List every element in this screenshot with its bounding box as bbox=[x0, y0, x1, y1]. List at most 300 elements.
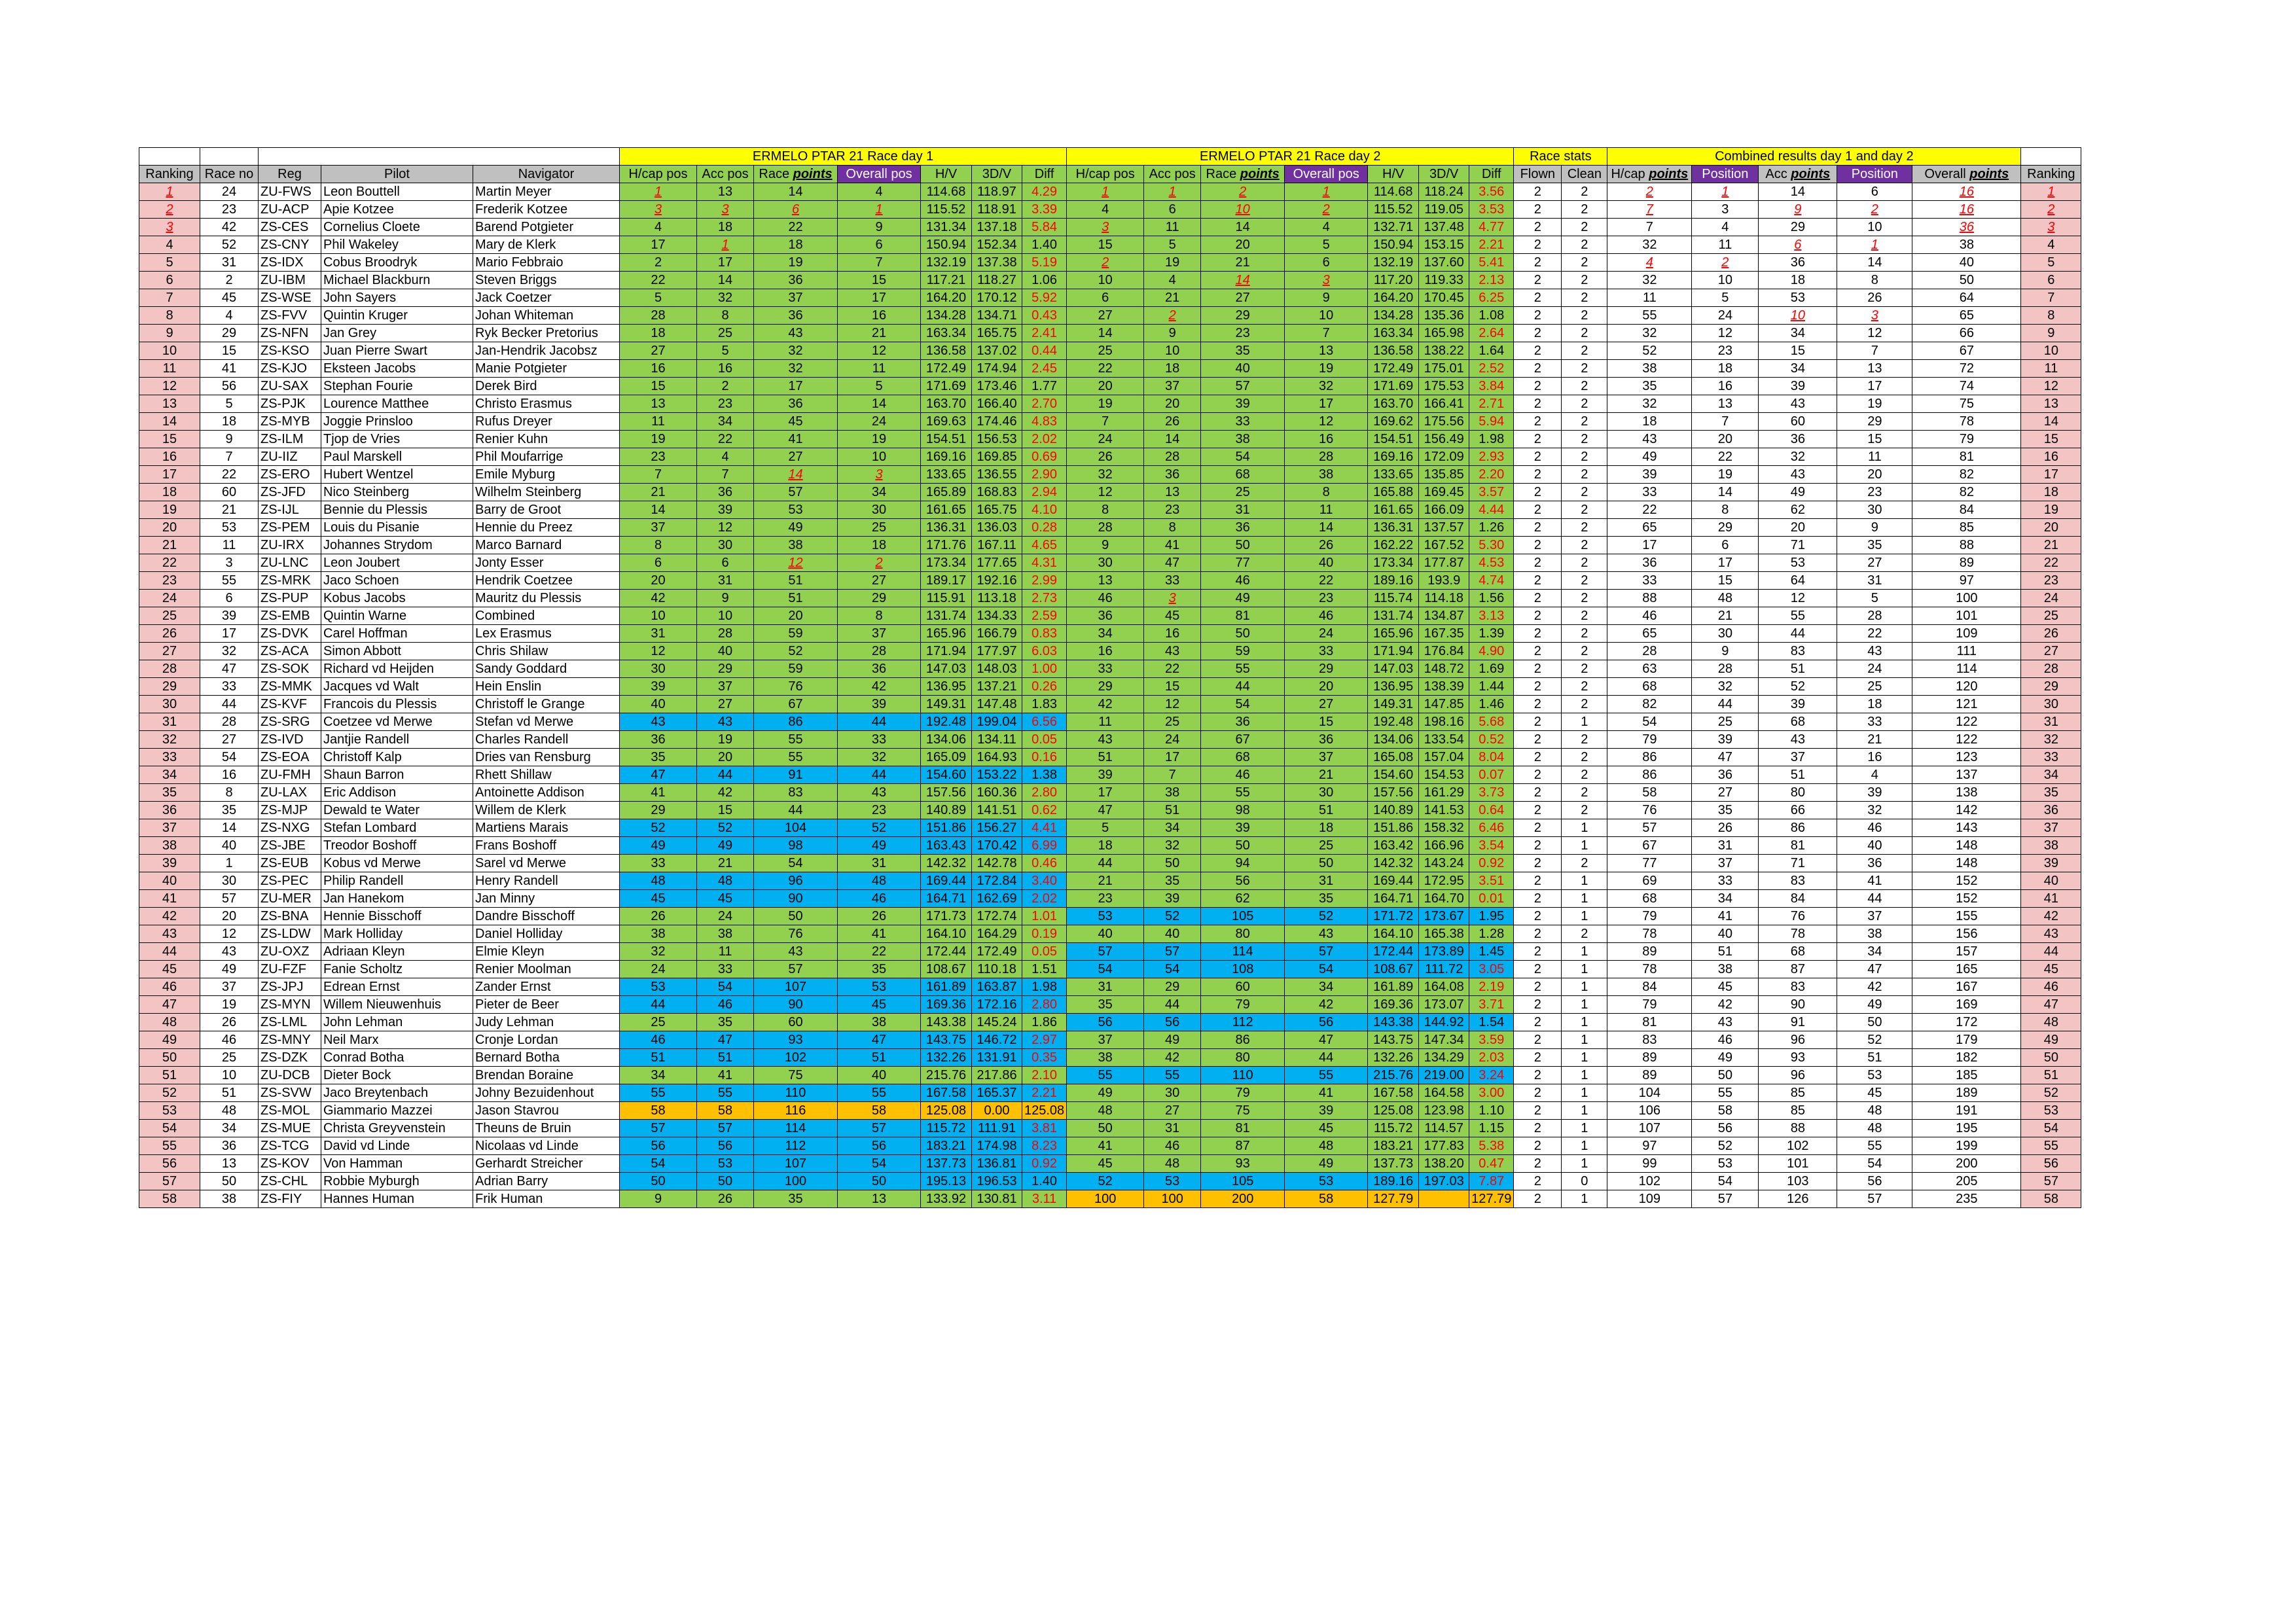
table-cell: 9 bbox=[1759, 201, 1837, 219]
table-cell: 197.03 bbox=[1419, 1173, 1469, 1190]
table-cell: 79 bbox=[1201, 1084, 1285, 1102]
table-cell: 4 bbox=[1607, 254, 1692, 272]
table-cell: 55 bbox=[1837, 1137, 1912, 1155]
table-cell: 153.15 bbox=[1419, 236, 1469, 254]
table-cell: 101 bbox=[1759, 1155, 1837, 1173]
table-cell: 132.26 bbox=[921, 1049, 972, 1067]
table-cell: 35 bbox=[697, 1014, 754, 1031]
table-cell: 46 bbox=[1144, 1137, 1201, 1155]
table-cell: 49 bbox=[697, 837, 754, 855]
table-cell: 97 bbox=[1607, 1137, 1692, 1155]
table-cell: 52 bbox=[620, 819, 697, 837]
table-cell: 19 bbox=[620, 431, 697, 448]
table-cell: 39 bbox=[1201, 819, 1285, 837]
table-cell: 20 bbox=[139, 519, 200, 537]
table-cell: 76 bbox=[1607, 802, 1692, 819]
table-cell: 167.58 bbox=[921, 1084, 972, 1102]
table-row bbox=[139, 236, 2081, 254]
table-cell: 28 bbox=[1285, 448, 1368, 466]
table-cell: Leon Joubert bbox=[321, 554, 473, 572]
table-cell: Christoff Kalp bbox=[321, 749, 473, 766]
table-cell: 49 bbox=[2021, 1031, 2081, 1049]
table-cell: ZU-FZF bbox=[259, 961, 321, 978]
table-cell: 1.54 bbox=[1469, 1014, 1514, 1031]
table-cell: 81 bbox=[1201, 607, 1285, 625]
table-cell: 35 bbox=[1837, 537, 1912, 554]
table-cell: 215.76 bbox=[1368, 1067, 1419, 1084]
table-cell: 12 bbox=[200, 925, 259, 943]
table-cell: 43 bbox=[1144, 643, 1201, 660]
table-cell: 8 bbox=[1692, 501, 1759, 519]
table-cell: 148 bbox=[1912, 855, 2021, 872]
table-cell: 30 bbox=[1692, 625, 1759, 643]
table-cell: 40 bbox=[697, 643, 754, 660]
table-cell: 123.98 bbox=[1419, 1102, 1469, 1120]
table-cell: 3 bbox=[620, 201, 697, 219]
table-cell: 1 bbox=[1562, 908, 1607, 925]
table-cell: 172.84 bbox=[972, 872, 1022, 890]
table-cell: 89 bbox=[1607, 943, 1692, 961]
table-cell: 20 bbox=[1201, 236, 1285, 254]
table-row bbox=[139, 466, 2081, 484]
table-cell: 131.91 bbox=[972, 1049, 1022, 1067]
table-cell: ZS-KJO bbox=[259, 360, 321, 378]
table-cell: 5 bbox=[1144, 236, 1201, 254]
table-cell: 16 bbox=[620, 360, 697, 378]
table-cell: 113.18 bbox=[972, 590, 1022, 607]
table-cell: Cobus Broodryk bbox=[321, 254, 473, 272]
table-cell: Jaco Breytenbach bbox=[321, 1084, 473, 1102]
table-cell: 49 bbox=[754, 519, 838, 537]
table-cell: 2 bbox=[1562, 272, 1607, 289]
table-cell: 44 bbox=[1144, 996, 1201, 1014]
table-cell: ZS-LDW bbox=[259, 925, 321, 943]
table-cell: 80 bbox=[1201, 1049, 1285, 1067]
table-cell: 33 bbox=[2021, 749, 2081, 766]
table-cell: 138.39 bbox=[1419, 678, 1469, 696]
table-cell: 111.72 bbox=[1419, 961, 1469, 978]
table-cell: 4 bbox=[1837, 766, 1912, 784]
table-cell: 46 bbox=[1692, 1031, 1759, 1049]
table-cell: 32 bbox=[1607, 272, 1692, 289]
table-cell: 1 bbox=[1562, 890, 1607, 908]
table-cell: 1 bbox=[1067, 183, 1144, 201]
table-cell: 36 bbox=[1692, 766, 1759, 784]
table-cell: Hennie Bisschoff bbox=[321, 908, 473, 925]
table-cell: 165.75 bbox=[972, 501, 1022, 519]
table-cell: 11 bbox=[1067, 713, 1144, 731]
table-cell: 1 bbox=[1562, 1084, 1607, 1102]
table-cell: 2 bbox=[1514, 1173, 1562, 1190]
table-cell: 28 bbox=[697, 625, 754, 643]
table-cell: 136.95 bbox=[921, 678, 972, 696]
table-cell: 192.48 bbox=[1368, 713, 1419, 731]
table-cell: 18 bbox=[1759, 272, 1837, 289]
group-combined: Combined results day 1 and day 2 bbox=[1607, 148, 2021, 166]
table-cell: 12 bbox=[838, 342, 921, 360]
table-cell: 167.52 bbox=[1419, 537, 1469, 554]
table-cell: 33 bbox=[1285, 643, 1368, 660]
table-cell: 1 bbox=[1692, 183, 1759, 201]
table-cell: 52 bbox=[697, 819, 754, 837]
table-cell: 91 bbox=[754, 766, 838, 784]
table-cell: 18 bbox=[754, 236, 838, 254]
table-cell: 146.72 bbox=[972, 1031, 1022, 1049]
table-cell: 134.71 bbox=[972, 307, 1022, 325]
table-cell: 72 bbox=[1912, 360, 2021, 378]
table-cell: 192.48 bbox=[921, 713, 972, 731]
table-cell: 68 bbox=[1759, 943, 1837, 961]
table-cell: 28 bbox=[838, 643, 921, 660]
table-cell: 36 bbox=[1201, 519, 1285, 537]
table-cell: 29 bbox=[1759, 219, 1837, 236]
table-cell: 13 bbox=[139, 395, 200, 413]
table-cell: 161.65 bbox=[1368, 501, 1419, 519]
table-cell: ZS-DVK bbox=[259, 625, 321, 643]
table-cell: 93 bbox=[754, 1031, 838, 1049]
table-cell: Elmie Kleyn bbox=[473, 943, 620, 961]
table-cell: 0.28 bbox=[1022, 519, 1067, 537]
table-cell: 2.80 bbox=[1022, 784, 1067, 802]
table-cell: 26 bbox=[1692, 819, 1759, 837]
table-cell: 55 bbox=[1067, 1067, 1144, 1084]
table-cell: 1.69 bbox=[1469, 660, 1514, 678]
table-cell: 185 bbox=[1912, 1067, 2021, 1084]
table-cell: 49 bbox=[1144, 1031, 1201, 1049]
table-cell: 1.10 bbox=[1469, 1102, 1514, 1120]
table-cell: 2 bbox=[620, 254, 697, 272]
table-cell: 2.97 bbox=[1022, 1031, 1067, 1049]
table-cell: 169 bbox=[1912, 996, 2021, 1014]
table-cell: 142 bbox=[1912, 802, 2021, 819]
table-cell: 150.94 bbox=[1368, 236, 1419, 254]
table-cell: 79 bbox=[1607, 996, 1692, 1014]
table-cell: 5.41 bbox=[1469, 254, 1514, 272]
table-cell: 2 bbox=[1514, 554, 1562, 572]
table-cell: 131.74 bbox=[1368, 607, 1419, 625]
table-cell: 47 bbox=[2021, 996, 2081, 1014]
table-cell: 2 bbox=[1514, 1014, 1562, 1031]
col-reg: Reg bbox=[259, 166, 321, 183]
table-cell: 59 bbox=[754, 660, 838, 678]
table-cell: 109 bbox=[1912, 625, 2021, 643]
table-cell: 136.58 bbox=[1368, 342, 1419, 360]
table-cell: 6 bbox=[1759, 236, 1837, 254]
table-cell: 50 bbox=[1201, 837, 1285, 855]
table-cell: 17 bbox=[1285, 395, 1368, 413]
table-cell: 37 bbox=[2021, 819, 2081, 837]
table-cell: ZS-PUP bbox=[259, 590, 321, 607]
table-cell: 3.71 bbox=[1469, 996, 1514, 1014]
table-cell: 132.71 bbox=[1368, 219, 1419, 236]
table-cell: Edrean Ernst bbox=[321, 978, 473, 996]
table-cell: 7 bbox=[1607, 219, 1692, 236]
table-cell: 2 bbox=[1514, 183, 1562, 201]
table-cell: 43 bbox=[620, 713, 697, 731]
table-cell: ZS-CNY bbox=[259, 236, 321, 254]
table-cell: 134.06 bbox=[1368, 731, 1419, 749]
table-cell: 32 bbox=[1144, 837, 1201, 855]
table-cell: 105 bbox=[1201, 1173, 1285, 1190]
table-cell: 165.37 bbox=[972, 1084, 1022, 1102]
table-row bbox=[139, 1137, 2081, 1155]
table-cell: 2.70 bbox=[1022, 395, 1067, 413]
table-cell: 50 bbox=[1285, 855, 1368, 872]
table-cell: Stefan Lombard bbox=[321, 819, 473, 837]
table-cell: 161.29 bbox=[1419, 784, 1469, 802]
table-cell: 8 bbox=[1837, 272, 1912, 289]
table-cell: 51 bbox=[1692, 943, 1759, 961]
table-cell: 47 bbox=[620, 766, 697, 784]
table-cell: 2 bbox=[1562, 925, 1607, 943]
table-cell: 76 bbox=[754, 925, 838, 943]
table-cell: 24 bbox=[1067, 431, 1144, 448]
table-cell: 117.20 bbox=[1368, 272, 1419, 289]
table-cell: 154.60 bbox=[1368, 766, 1419, 784]
table-cell: 54 bbox=[620, 1155, 697, 1173]
table-cell: 28 bbox=[620, 307, 697, 325]
col-flown: Flown bbox=[1514, 166, 1562, 183]
table-cell: 195 bbox=[1912, 1120, 2021, 1137]
table-cell: 78 bbox=[1759, 925, 1837, 943]
table-cell: 0.64 bbox=[1469, 802, 1514, 819]
table-cell: 110.18 bbox=[972, 961, 1022, 978]
table-cell: 37 bbox=[697, 678, 754, 696]
table-cell: 200 bbox=[1912, 1155, 2021, 1173]
table-cell: David vd Linde bbox=[321, 1137, 473, 1155]
table-cell: 12 bbox=[1759, 590, 1837, 607]
table-cell: 136.81 bbox=[972, 1155, 1022, 1173]
table-cell: 175.53 bbox=[1419, 378, 1469, 395]
table-cell: 2 bbox=[1067, 254, 1144, 272]
table-cell: 34 bbox=[139, 766, 200, 784]
table-cell: 34 bbox=[1837, 943, 1912, 961]
table-cell: 138.22 bbox=[1419, 342, 1469, 360]
table-cell: 156 bbox=[1912, 925, 2021, 943]
table-cell: Kobus Jacobs bbox=[321, 590, 473, 607]
table-cell: 33 bbox=[697, 961, 754, 978]
table-cell: 114 bbox=[754, 1120, 838, 1137]
table-cell: 38 bbox=[1692, 961, 1759, 978]
table-cell: 4 bbox=[139, 236, 200, 254]
table-cell: 1 bbox=[1562, 961, 1607, 978]
table-cell: 14 bbox=[697, 272, 754, 289]
table-cell: 54 bbox=[1201, 696, 1285, 713]
table-cell: 13 bbox=[200, 1155, 259, 1173]
table-cell: 4.90 bbox=[1469, 643, 1514, 660]
table-cell: 53 bbox=[1759, 289, 1837, 307]
table-cell: ZS-BNA bbox=[259, 908, 321, 925]
table-cell: 143 bbox=[1912, 819, 2021, 837]
table-cell: 189 bbox=[1912, 1084, 2021, 1102]
table-cell: 3 bbox=[139, 219, 200, 236]
table-cell: 46 bbox=[1607, 607, 1692, 625]
table-cell: Neil Marx bbox=[321, 1031, 473, 1049]
table-cell: 12 bbox=[1837, 325, 1912, 342]
table-row bbox=[139, 484, 2081, 501]
table-cell: Conrad Botha bbox=[321, 1049, 473, 1067]
table-cell: 19 bbox=[838, 431, 921, 448]
table-cell: 74 bbox=[1912, 378, 2021, 395]
table-cell: ZU-LAX bbox=[259, 784, 321, 802]
table-cell: 17 bbox=[1144, 749, 1201, 766]
table-cell: 21 bbox=[2021, 537, 2081, 554]
table-cell: 11 bbox=[139, 360, 200, 378]
table-cell: 164.70 bbox=[1419, 890, 1469, 908]
table-cell: 189.17 bbox=[921, 572, 972, 590]
table-cell: 7 bbox=[1607, 201, 1692, 219]
table-cell: 55 bbox=[697, 1084, 754, 1102]
table-cell: 21 bbox=[1285, 766, 1368, 784]
table-cell: 54 bbox=[1201, 448, 1285, 466]
table-cell: 40 bbox=[1201, 360, 1285, 378]
table-cell: 54 bbox=[1067, 961, 1144, 978]
table-cell: Fanie Scholtz bbox=[321, 961, 473, 978]
table-cell: 153.22 bbox=[972, 766, 1022, 784]
table-cell: 2 bbox=[1607, 183, 1692, 201]
table-cell: 21 bbox=[1837, 731, 1912, 749]
table-cell: 7 bbox=[1837, 342, 1912, 360]
table-cell: 15 bbox=[1067, 236, 1144, 254]
table-cell: 39 bbox=[1144, 890, 1201, 908]
table-row bbox=[139, 431, 2081, 448]
table-cell: 155 bbox=[1912, 908, 2021, 925]
table-cell: 1 bbox=[1144, 183, 1201, 201]
table-cell: 15 bbox=[1692, 572, 1759, 590]
table-cell: 2.13 bbox=[1469, 272, 1514, 289]
table-cell: 172.49 bbox=[972, 943, 1022, 961]
table-cell: 19 bbox=[1837, 395, 1912, 413]
table-cell: 151.86 bbox=[1368, 819, 1419, 837]
table-cell: 4 bbox=[1692, 219, 1759, 236]
table-cell: 163.34 bbox=[921, 325, 972, 342]
table-cell: Rufus Dreyer bbox=[473, 413, 620, 431]
table-row bbox=[139, 1190, 2081, 1208]
table-cell: Jan Minny bbox=[473, 890, 620, 908]
table-cell: 30 bbox=[620, 660, 697, 678]
table-row bbox=[139, 660, 2081, 678]
table-cell: Jack Coetzer bbox=[473, 289, 620, 307]
table-cell: 108.67 bbox=[921, 961, 972, 978]
table-cell: 40 bbox=[1912, 254, 2021, 272]
table-cell: 8 bbox=[139, 307, 200, 325]
table-cell: 41 bbox=[139, 890, 200, 908]
table-cell: 2 bbox=[1562, 395, 1607, 413]
table-cell: 25 bbox=[1285, 837, 1368, 855]
table-cell: 160.36 bbox=[972, 784, 1022, 802]
table-cell: 26 bbox=[697, 1190, 754, 1208]
table-cell: 104 bbox=[1607, 1084, 1692, 1102]
table-cell: Zander Ernst bbox=[473, 978, 620, 996]
table-cell: 83 bbox=[1759, 643, 1837, 660]
table-row bbox=[139, 378, 2081, 395]
table-cell: 7.87 bbox=[1469, 1173, 1514, 1190]
table-cell: Stephan Fourie bbox=[321, 378, 473, 395]
group-header-row bbox=[139, 148, 2081, 166]
table-cell: 2 bbox=[838, 554, 921, 572]
table-cell: 2 bbox=[1562, 289, 1607, 307]
table-cell: 59 bbox=[1201, 643, 1285, 660]
table-cell: 6 bbox=[754, 201, 838, 219]
table-cell: Carel Hoffman bbox=[321, 625, 473, 643]
table-cell: 0.16 bbox=[1022, 749, 1067, 766]
table-cell: 50 bbox=[1201, 625, 1285, 643]
table-cell: 54 bbox=[1692, 1173, 1759, 1190]
table-cell: 21 bbox=[1201, 254, 1285, 272]
table-cell: 5.19 bbox=[1022, 254, 1067, 272]
table-cell: 22 bbox=[2021, 554, 2081, 572]
table-cell: 147.03 bbox=[921, 660, 972, 678]
table-cell: ZS-EUB bbox=[259, 855, 321, 872]
table-cell: 20 bbox=[1144, 395, 1201, 413]
table-cell: 4.65 bbox=[1022, 537, 1067, 554]
table-cell: Juan Pierre Swart bbox=[321, 342, 473, 360]
table-cell: 2.03 bbox=[1469, 1049, 1514, 1067]
table-cell: 2.41 bbox=[1022, 325, 1067, 342]
table-cell: 44 bbox=[1201, 678, 1285, 696]
table-cell: 12 bbox=[139, 378, 200, 395]
table-cell: Martiens Marais bbox=[473, 819, 620, 837]
table-cell: 96 bbox=[1759, 1067, 1837, 1084]
table-cell: 137.02 bbox=[972, 342, 1022, 360]
table-cell: 114 bbox=[1201, 943, 1285, 961]
table-cell: 2 bbox=[1514, 360, 1562, 378]
table-cell: 82 bbox=[1912, 484, 2021, 501]
table-cell: 42 bbox=[620, 590, 697, 607]
table-cell: 55 bbox=[1285, 1067, 1368, 1084]
table-cell: 168.83 bbox=[972, 484, 1022, 501]
table-cell: 2.93 bbox=[1469, 448, 1514, 466]
table-row bbox=[139, 1067, 2081, 1084]
table-cell: 111.91 bbox=[972, 1120, 1022, 1137]
col-d2-acc-pos: Acc pos bbox=[1144, 166, 1201, 183]
table-cell: 45 bbox=[1144, 607, 1201, 625]
table-cell: 38 bbox=[620, 925, 697, 943]
table-cell: ZU-FMH bbox=[259, 766, 321, 784]
table-cell: ZS-CES bbox=[259, 219, 321, 236]
table-cell: 23 bbox=[2021, 572, 2081, 590]
table-cell: 57 bbox=[139, 1173, 200, 1190]
table-cell: 18 bbox=[139, 484, 200, 501]
table-cell: 172.09 bbox=[1419, 448, 1469, 466]
table-cell: 2 bbox=[1514, 378, 1562, 395]
table-cell: 57 bbox=[1144, 943, 1201, 961]
table-cell: 137.48 bbox=[1419, 219, 1469, 236]
table-cell: 143.38 bbox=[921, 1014, 972, 1031]
table-cell: 5 bbox=[200, 395, 259, 413]
table-cell: Dries van Rensburg bbox=[473, 749, 620, 766]
table-cell: 6.56 bbox=[1022, 713, 1067, 731]
table-cell: 2 bbox=[1562, 431, 1607, 448]
table-cell: 36 bbox=[754, 395, 838, 413]
table-cell: 10 bbox=[1067, 272, 1144, 289]
table-cell: 136.55 bbox=[972, 466, 1022, 484]
table-cell: 136.58 bbox=[921, 342, 972, 360]
table-cell: 24 bbox=[1144, 731, 1201, 749]
table-cell: ZS-WSE bbox=[259, 289, 321, 307]
table-cell: 9 bbox=[1285, 289, 1368, 307]
table-cell: 64 bbox=[1759, 572, 1837, 590]
table-cell: 10 bbox=[620, 607, 697, 625]
table-cell: 177.87 bbox=[1419, 554, 1469, 572]
table-cell: 40 bbox=[2021, 872, 2081, 890]
table-cell: 31 bbox=[697, 572, 754, 590]
table-cell: 2 bbox=[1514, 625, 1562, 643]
table-cell: 164.93 bbox=[972, 749, 1022, 766]
table-cell: 39 bbox=[1759, 378, 1837, 395]
table-cell: 42 bbox=[2021, 908, 2081, 925]
table-cell: 1 bbox=[1562, 713, 1607, 731]
